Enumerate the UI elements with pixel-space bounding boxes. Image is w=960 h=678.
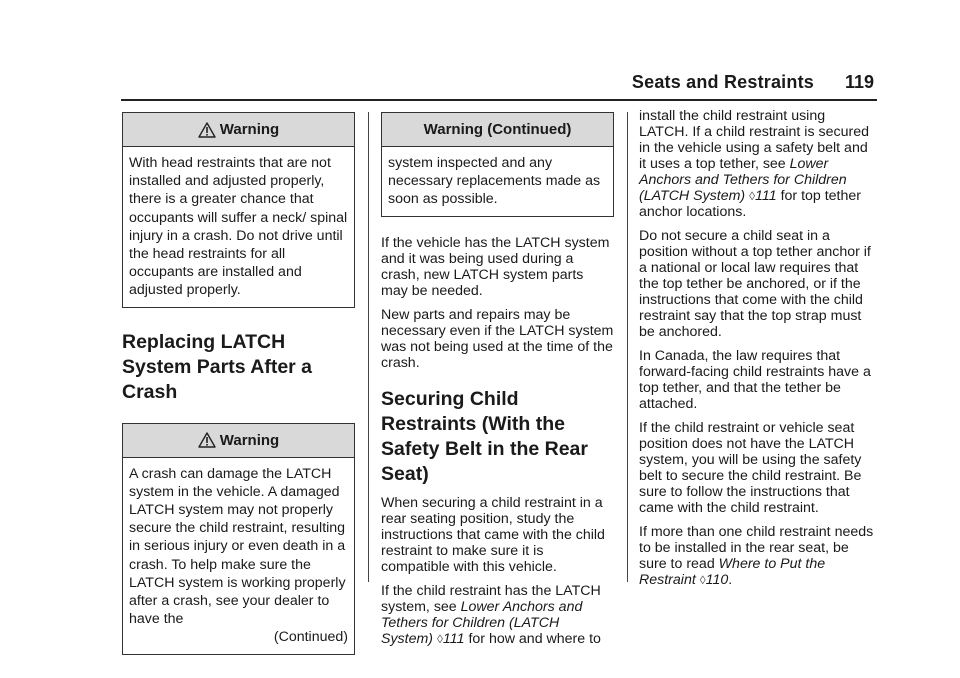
paragraph: New parts and repairs may be necessary even if the LATCH system was not being used at the time of the crash. [381,306,614,371]
column-1 [122,112,355,677]
column-divider-1 [368,112,369,582]
warning-box-continued [381,112,614,217]
cross-reference-link[interactable]: Where to Put the Restraint [639,556,826,588]
paragraph [639,524,877,588]
warning-text [123,458,354,654]
column-divider-2 [627,112,628,582]
cross-reference-link[interactable]: Lower Anchors and Tethers for Children (LATCH System) [639,156,847,204]
page-ref-icon: ◊ [749,189,756,203]
text: . [728,572,733,588]
page-reference[interactable]: 111 [442,630,465,647]
paragraph: If the child restraint or vehicle seat position does not have the LATCH system, you will be using the safety belt to secure the child restraint. Be sure to follow the instructions that came with the child restraint. [639,420,862,516]
page-reference[interactable]: 111 [755,188,777,204]
warning-icon [198,432,216,448]
column-3 [639,108,877,596]
section-title: Seats and Restraints [631,72,814,92]
text: If more than one child restraint needs to be installed in the rear seat, be sure to read [639,524,874,572]
paragraph: When securing a child restraint in a rear seating position, study the instructions that came with the child restraint to make sure it is compatible with this vehicle. [381,494,605,575]
warning-text: With head restraints that are not installed and adjusted properly, there is a greater chance that occupants will suffer a neck/ spinal injury in a crash. Do not drive until the head restraints for all occupants are installed and adjusted properly. [129,155,348,299]
paragraph [639,108,877,220]
header-divider [121,99,877,101]
section-heading: Replacing LATCH System Parts After a Crash [122,330,313,403]
text: for top tether anchor locations. [639,188,862,220]
warning-header [382,113,613,147]
warning-title: Warning [219,121,280,138]
cross-reference-link[interactable]: Lower Anchors and Tethers for Children (LATCH System) [381,598,583,647]
warning-icon [198,122,216,138]
continued-label: (Continued) [273,629,348,646]
warning-title: Warning (Continued) [423,121,572,138]
text: install the child restraint using LATCH. If a child restraint is secured in the vehicle using a safety belt and it uses a top tether, see [639,108,869,172]
paragraph: In Canada, the law requires that forward-facing child restraints have a top tether, and that the tether be attached. [639,348,871,412]
warning-header [123,424,354,458]
warning-text: system inspected and any necessary replacements made as soon as possible. [388,155,601,208]
warning-header [123,113,354,147]
page-ref-icon: ◊ [699,573,706,587]
paragraph: If the vehicle has the LATCH system and it was being used during a crash, new LATCH system parts may be needed. [381,234,610,299]
page-ref-icon: ◊ [436,631,443,646]
section-heading: Securing Child Restraints (With the Safety Belt in the Rear Seat) [381,387,588,485]
warning-title: Warning [219,431,280,449]
page-number: 119 [844,72,874,92]
warning-body: A crash can damage the LATCH system in the vehicle. A damaged LATCH system may not properly secure the child restraint, resulting in serious injury or even death in a crash. To help make sure the LATCH system is working properly after a crash, see your dealer to have the [129,465,346,628]
text: for how and where to [464,630,601,647]
paragraph [381,583,614,647]
paragraph: Do not secure a child seat in a position without a top tether anchor if a national or local law requires that the top tether be anchored, or if the instructions that come with the child restraint say that the top strap must be anchored. [639,228,871,340]
column-2 [381,112,614,655]
page-reference[interactable]: 110 [705,572,729,588]
warning-box [122,423,355,655]
text: If the child restraint has the LATCH system, see [381,582,601,615]
warning-box [122,112,355,308]
